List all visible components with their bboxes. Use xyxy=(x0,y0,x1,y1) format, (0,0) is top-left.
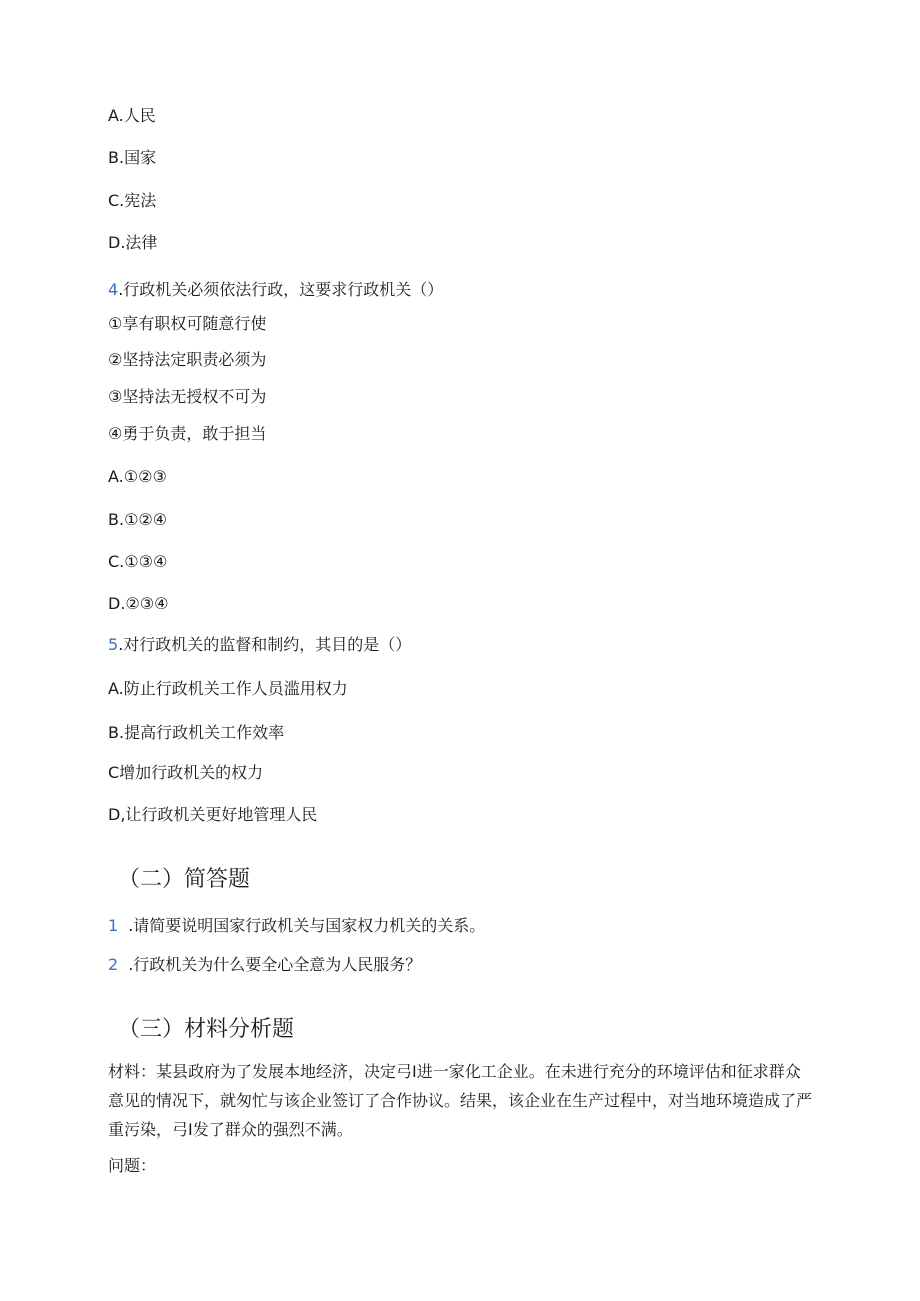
q4-number: 4 xyxy=(108,280,119,299)
q5-text: .对行政机关的监督和制约，其目的是（） xyxy=(118,635,412,654)
q5-question xyxy=(108,635,411,655)
q5-option-a: A.防止行政机关工作人员滥用权力 xyxy=(108,679,348,698)
q3-option-c: C.宪法 xyxy=(108,191,157,210)
q4-text: .行政机关必须依法行政，这要求行政机关（） xyxy=(118,280,444,299)
q4-statement-3: ③坚持法无授权不可为 xyxy=(108,387,267,406)
q3-option-b: B.国家 xyxy=(108,148,157,167)
q4-statement-2: ②坚持法定职责必须为 xyxy=(108,350,267,369)
q4-option-a: A.①②③ xyxy=(108,467,167,486)
q4-option-b: B.①②④ xyxy=(108,510,168,529)
q4-statement-1: ①享有职权可随意行使 xyxy=(108,314,267,333)
section2-q2-number: 2 xyxy=(108,955,119,974)
q5-number: 5 xyxy=(108,635,119,654)
section3-title: （三）材料分析题 xyxy=(118,1017,295,1042)
q3-option-a: A.人民 xyxy=(108,106,156,125)
q4-option-d: D.②③④ xyxy=(108,594,169,613)
q3-option-d: D.法律 xyxy=(108,233,158,252)
q5-option-b: B.提高行政机关工作效率 xyxy=(108,723,285,742)
section2-q2-text: .行政机关为什么要全心全意为人民服务？ xyxy=(128,955,422,974)
section2-question-1 xyxy=(108,916,485,936)
section3-question-label: 问题： xyxy=(108,1156,157,1175)
section3-material: 材料：某县政府为了发展本地经济，决定弓I进一家化工企业。在未进行充分的环境评估和征求群众意见的情况下，就匆忙与该企业签订了合作协议。结果，该企业在生产过程中，对当地环境造成了严重污染，弓I发了群众的强烈不满。 xyxy=(108,1062,813,1139)
q5-option-d: D,让行政机关更好地管理人民 xyxy=(108,805,318,824)
section2-q1-text: .请简要说明国家行政机关与国家权力机关的关系。 xyxy=(128,916,486,935)
q4-question xyxy=(108,280,443,300)
section2-title: （二）简答题 xyxy=(118,867,251,892)
q5-option-c: C增加行政机关的权力 xyxy=(108,763,264,782)
section2-q1-number: 1 xyxy=(108,916,119,935)
section2-question-2 xyxy=(108,955,421,975)
q4-statement-4: ④勇于负责，敢于担当 xyxy=(108,424,267,443)
q4-option-c: C.①③④ xyxy=(108,552,168,571)
